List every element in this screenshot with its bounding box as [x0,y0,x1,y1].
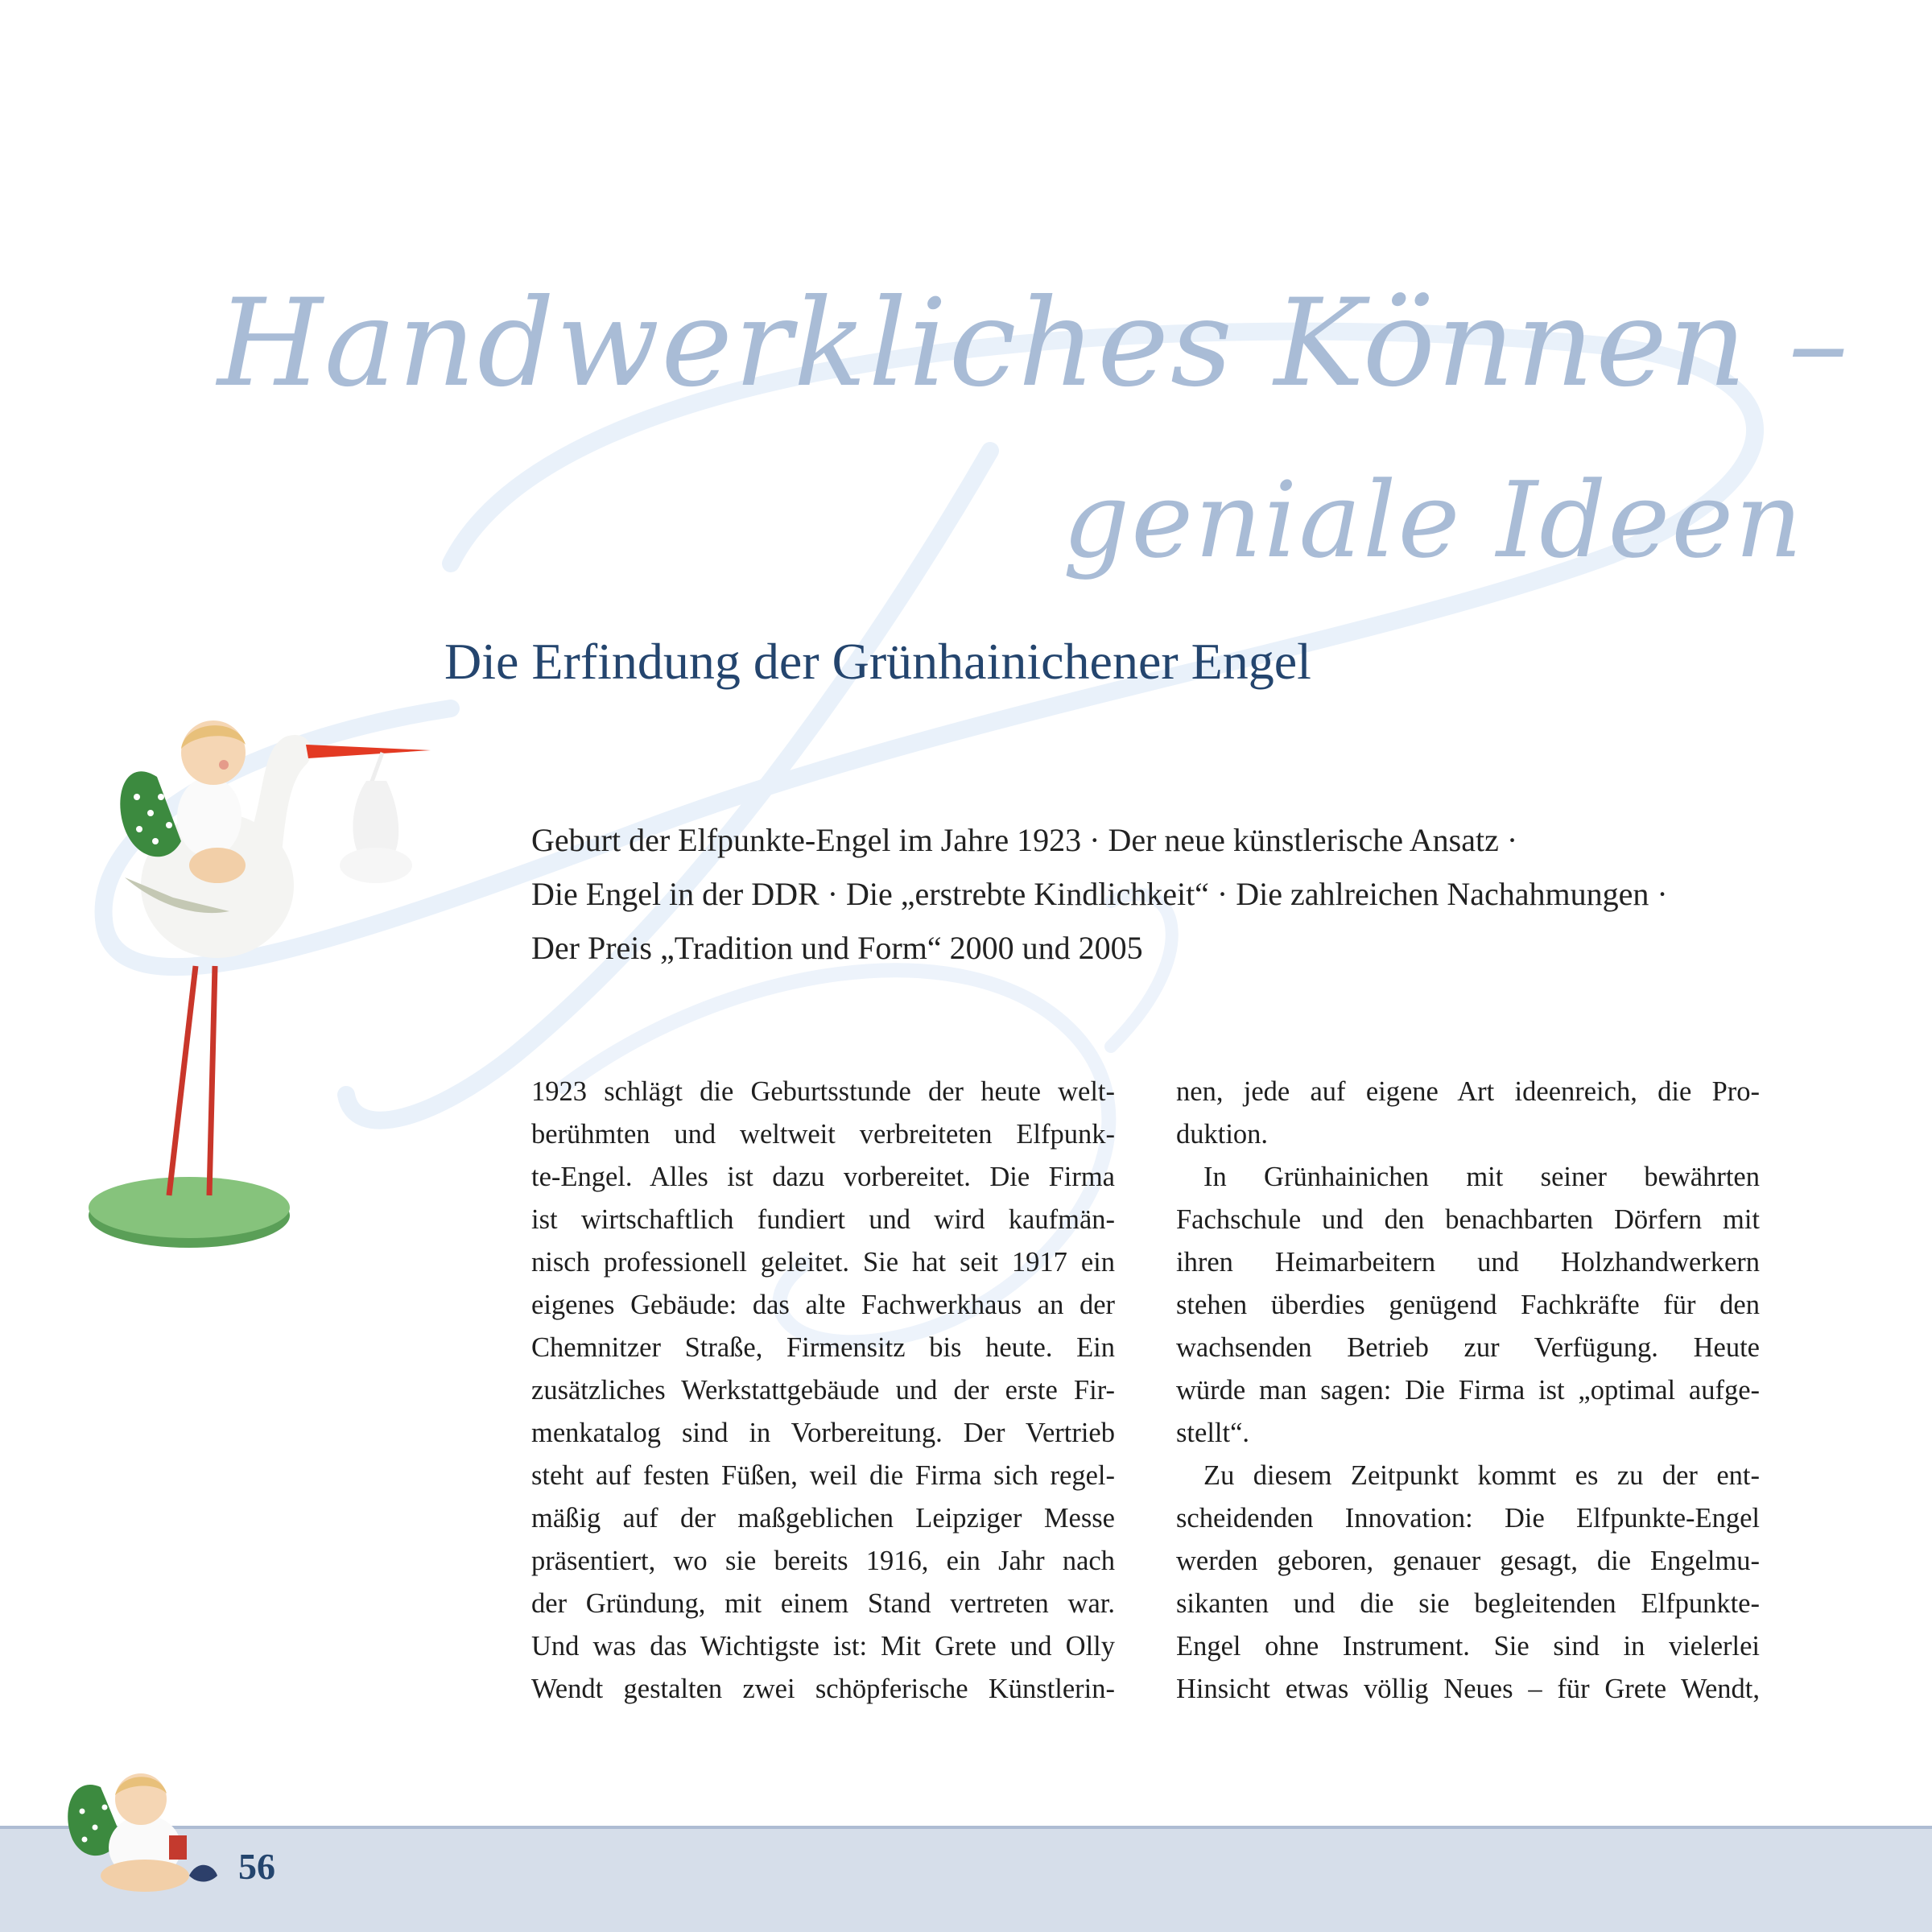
text-line: Hinsicht etwas völlig Neues – für Grete Wendt, [1176,1674,1760,1704]
chapter-title-line-2: geniale Ideen [1063,459,1804,581]
text-line: werden geboren, genauer gesagt, die Engelmu- [1176,1546,1760,1576]
text-line: duktion. [1176,1119,1269,1150]
text-line: scheidenden Innovation: Die Elfpunkte-Engel [1176,1503,1760,1534]
footer-band [0,1826,1932,1932]
topics-line: Die Engel in der DDR · Die „erstrebte Kindlichkeit“ · Die zahlreichen Nachahmungen · [531,876,1668,912]
topics-line: Der Preis „Tradition und Form“ 2000 und 2005 [531,930,1143,966]
text-line: sikanten und die sie begleitenden Elfpunkte- [1176,1588,1760,1619]
angel-on-stork-figure [76,700,447,1264]
text-line: zusätzliches Werkstattgebäude und der erste Fir- [531,1375,1115,1406]
text-line: Engel ohne Instrument. Sie sind in vielerlei [1176,1631,1760,1662]
chapter-subtitle: Die Erfindung der Grünhainichener Engel [444,633,1311,690]
text-line: berühmten und weltweit verbreiteten Elfpunk- [531,1119,1115,1150]
text-line: steht auf festen Füßen, weil die Firma sich regel- [531,1460,1115,1491]
text-line: stellt“. [1176,1418,1250,1448]
text-line: Und was das Wichtigste ist: Mit Grete und Olly [531,1631,1115,1662]
text-line: der Gründung, mit einem Stand vertreten war. [531,1588,1115,1619]
text-line: wachsenden Betrieb zur Verfügung. Heute [1176,1332,1760,1363]
text-line: würde man sagen: Die Firma ist „optimal aufge- [1176,1375,1760,1406]
text-line: eigenes Gebäude: das alte Fachwerkhaus an der [531,1290,1115,1320]
text-line: ist wirtschaftlich fundiert und wird kaufmän- [531,1204,1115,1235]
text-line: präsentiert, wo sie bereits 1916, ein Jahr nach [531,1546,1115,1576]
text-line: nen, jede auf eigene Art ideenreich, die Pro- [1176,1076,1760,1107]
text-line: nisch professionell geleitet. Sie hat seit 1917 ein [531,1247,1115,1278]
text-line: Zu diesem Zeitpunkt kommt es zu der ent- [1203,1460,1760,1491]
text-line: stehen überdies genügend Fachkräfte für den [1176,1290,1760,1320]
body-column-left [531,1071,1115,1711]
text-line: te-Engel. Alles ist dazu vorbereitet. Die Firma [531,1162,1115,1192]
topics-summary [531,813,1795,975]
seated-angel-icon [56,1755,233,1900]
topics-line: Geburt der Elfpunkte-Engel im Jahre 1923 · Der neue künstlerische Ansatz · [531,822,1518,858]
text-line: Wendt gestalten zwei schöpferische Künstlerin- [531,1674,1115,1704]
text-line: 1923 schlägt die Geburtsstunde der heute welt- [531,1076,1115,1107]
text-line: Chemnitzer Straße, Firmensitz bis heute. Ein [531,1332,1115,1363]
body-column-right [1176,1071,1760,1711]
text-line: menkatalog sind in Vorbereitung. Der Vertrieb [531,1418,1115,1448]
text-line: Fachschule und den benachbarten Dörfern mit [1176,1204,1760,1235]
chapter-title-line-1: Handwerkliches Können – [217,274,1851,414]
text-line: mäßig auf der maßgeblichen Leipziger Messe [531,1503,1115,1534]
text-line: In Grünhainichen mit seiner bewährten [1203,1162,1760,1192]
page-number: 56 [238,1846,275,1887]
text-line: ihren Heimarbeitern und Holzhandwerkern [1176,1247,1760,1278]
